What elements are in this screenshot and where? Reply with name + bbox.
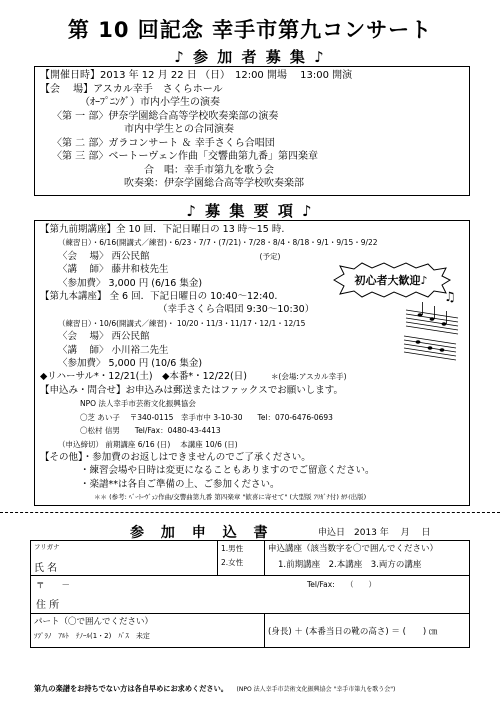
recruit-subtitle: ♪ 参 加 者 募 集 ♪ [174,48,326,66]
apply-heading: 【申込み・問合せ】お申込みは郵送またはファックスでお願いします。 [40,384,343,396]
early-venue-text: 〈会 場〉 西公民館 [58,250,150,262]
rehearsal-venue: ＊(会場:アスカル幸手) [270,372,347,382]
event-band: 吹奏楽：伊奈学園総合高等学校吹奏楽部 [124,178,304,189]
address-label: 住 所 [36,600,60,611]
rehearsal-line [40,370,464,383]
footer-main: 第九の楽譜をお持ちでない方は各自早めにお求めください。 [34,684,228,693]
part-cell[interactable] [31,614,265,648]
event-choir: 合 唱：幸手市第九を歌う会 [144,164,274,176]
part-label: パート（〇で囲んでください） [34,617,154,627]
postal-mark: 〒 － [36,581,71,591]
course-options[interactable]: 1.前期講座 2.本講座 3.両方の講座 [278,560,422,570]
other-note-1: 【その他】・参加費のお返しはできませんのでご了承ください。 [40,451,311,463]
rehearsal-dates: ◆リハーサル*・12/21(土) ◆本番*・12/22(日) [40,371,247,383]
name-label: 氏 名 [34,563,58,574]
footer-org: (NPO 法人幸手市芸術文化振興協会 "幸手市第九を歌う会") [236,686,396,693]
gender-cell[interactable] [218,541,265,576]
early-course-teacher: 〈講 師〉 藤井和枝先生 [58,264,169,276]
height-label: (身長) ＋ (本番当日の靴の高さ) ＝ ( ) ㎝ [268,626,438,637]
event-part1-sub: 市内中学生との合同演奏 [124,124,234,135]
event-datetime: 【開催日時】2013 年 12 月 22 日 （日） 12:00 開場 13:00 開演 [40,70,353,81]
course-title: 申込講座（該当数字を〇で囲んでください） [268,544,439,554]
event-info-box [34,66,470,196]
telfax-label: Tel/Fax: （ ） [307,580,376,589]
cut-line [0,512,500,513]
name-cell[interactable] [31,541,218,576]
event-opening: （ｵｰﾌﾟﾆﾝｸﾞ）市内小学生の演奏 [80,97,220,108]
form-title: 参 加 申 込 書 [130,525,274,541]
application-form [30,540,470,648]
event-part2: 〈第 二 部〉ガラコンサート ＆ 幸手さくら合唱団 [52,137,275,149]
early-course-fee: 〈参加費〉 3,000 円 (6/16 集金) [58,277,203,289]
event-part3: 〈第 三 部〉ベートーヴェン作曲「交響曲第九番」第四楽章 [52,151,318,162]
other-note-2: ・練習会場や日時は変更になることもありますのでご留意ください。 [80,465,375,477]
page-title: 第 10 回記念 幸手市第九コンサート [67,18,433,42]
gender-male[interactable]: 1.男性 [221,544,244,553]
apply-org: NPO 法人幸手市芸術文化振興協会 [80,399,196,409]
main-course-dates: （練習日）・10/6(開講式／練習)・ 10/20・11/3・11/17・12/1・12/15 [58,318,306,328]
main-course-fee: 〈参加費〉 5,000 円 (10/6 集金) [58,358,203,370]
early-course-heading: 【第九前期講座】全 10 回．下記日曜日の 13 時～15 時. [40,224,285,235]
event-venue: 【会 場】アスカル幸手 さくらホール [40,83,223,95]
apply-contact-2: 〇松村 信男 Tel/Fax：0480-43-4413 [80,426,221,436]
furigana-label: フリガナ [34,543,60,551]
apply-deadline: （申込締切） 前期講座 6/16 (日) 本講座 10/6 (日) [58,439,238,449]
early-course-dates: （練習日）・6/16(開講式／練習)・6/23・7/7・(7/21)・7/28・8/4・8/18・9/1・9/15・9/22 [58,238,378,248]
early-venue-note: (予定) [259,251,281,261]
music-score-illustration [400,288,462,366]
height-cell[interactable] [265,614,470,648]
address-cell[interactable] [31,576,470,614]
score-reference: ＊＊ (参考: ﾍﾞｰﾄｰｳﾞｪﾝ作曲/交響曲第九番 第四楽章 "歓喜に寄せて" (大型版 ﾌﾘｶﾞﾅ付) ｶﾜｲ出版) [94,493,367,502]
gender-female[interactable]: 2.女性 [221,558,244,567]
note-glyph: ♫ [444,290,456,305]
other-note-3: ・楽譜**は各自ご準備の上、ご参加ください。 [80,478,280,490]
main-course-heading: 【第九本講座】 全 6 回．下記日曜日の 10:40～12:40. [40,291,278,303]
main-course-choir-time: （幸手さくら合唱団 9:30～10:30） [158,304,315,316]
event-part1: 〈第 一 部〉伊奈学園総合高等学校吹奏楽部の演奏 [52,110,279,122]
main-course-teacher: 〈講 師〉 小川裕二先生 [58,344,169,356]
main-course-venue: 〈会 場〉 西公民館 [58,331,150,343]
course-cell[interactable] [265,541,470,576]
part-options[interactable]: ｿﾌﾟﾗﾉ ｱﾙﾄ ﾃﾉｰﾙ(1・2) ﾊﾞｽ 未定 [34,632,150,640]
badge-text: 初心者大歓迎♪ [354,274,428,287]
recruit-section-title: ♪ 募 集 要 項 ♪ [186,202,314,220]
apply-contact-1: 〇芝 あい子 〒340-0115 幸手市中 3-10-30 Tel：070-6476-0693 [80,412,333,422]
footer-note [34,684,395,694]
form-date: 申込日 2013 年 月 日 [318,528,431,538]
